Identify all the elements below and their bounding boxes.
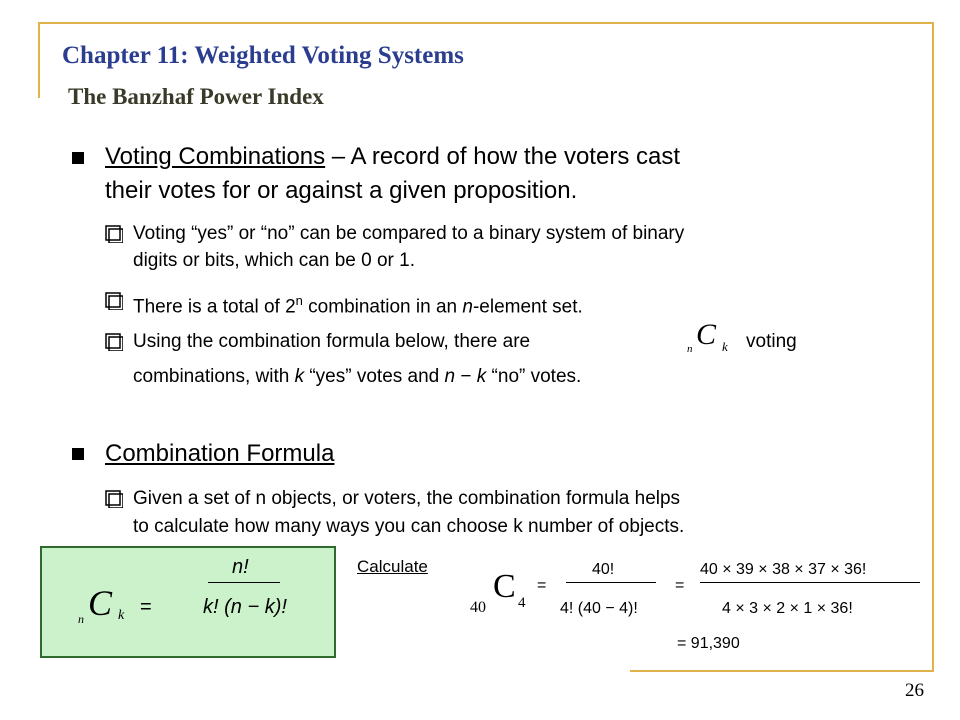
sub3-n: n bbox=[444, 366, 456, 387]
frame-top-line bbox=[38, 22, 934, 24]
bullet1-sub3-line2 bbox=[133, 363, 581, 390]
formula-sub-n: n bbox=[78, 612, 84, 626]
sub3-k: k bbox=[294, 366, 305, 387]
bullet2-sub1-line2: to calculate how many ways you can choose k number of objects. bbox=[133, 516, 685, 537]
bullet1-sub1-line1: Voting “yes” or “no” can be compared to a binary system of binary bbox=[133, 223, 685, 244]
calc-sub-40: 40 bbox=[470, 599, 486, 616]
calc-denominator-2: 4 × 3 × 2 × 1 × 36! bbox=[722, 600, 853, 617]
calc-result: = 91,390 bbox=[677, 635, 740, 652]
formula-numerator: n! bbox=[232, 556, 249, 578]
frame-right-line bbox=[932, 22, 934, 672]
formula-denominator: k! (n − k)! bbox=[203, 596, 287, 618]
checkbox-bullet-icon bbox=[105, 333, 123, 351]
sub3-b: “yes” votes and bbox=[304, 366, 445, 387]
bullet1-sub2 bbox=[133, 287, 583, 320]
bullet1-term: Voting Combinations bbox=[105, 143, 326, 170]
sub3-d: “no” votes. bbox=[486, 366, 582, 387]
sub2-exponent: n bbox=[295, 293, 303, 308]
bullet2-line1 bbox=[105, 437, 334, 471]
sub3-a: combinations, with bbox=[133, 366, 295, 387]
calc-fraction-bar-2 bbox=[700, 582, 920, 583]
checkbox-bullet-icon bbox=[105, 490, 123, 508]
bullet2-term: Combination Formula bbox=[105, 440, 335, 467]
sub3-c: − bbox=[455, 366, 477, 387]
bullet1-sub3-line1a: Using the combination formula below, there are bbox=[133, 331, 531, 352]
formula-fraction-bar bbox=[208, 582, 280, 583]
bullet1-sub1-line2: digits or bits, which can be 0 or 1. bbox=[133, 250, 415, 271]
bullet1-rest: – A record of how the voters cast bbox=[325, 143, 680, 170]
calculate-label: Calculate bbox=[357, 557, 428, 576]
inline-nck-sub-k: k bbox=[722, 339, 728, 354]
formula-sub-k: k bbox=[118, 608, 125, 623]
calc-numerator-1: 40! bbox=[592, 561, 615, 578]
sub2-text-c: -element set. bbox=[472, 296, 583, 318]
combination-formula-box bbox=[40, 546, 336, 658]
sub3-k2: k bbox=[476, 366, 487, 387]
inline-nck-sub-n: n bbox=[687, 343, 693, 355]
checkbox-bullet-icon bbox=[105, 225, 123, 243]
bullet1-line2: their votes for or against a given proposition. bbox=[105, 177, 578, 204]
checkbox-bullet-icon bbox=[105, 292, 123, 310]
sub2-n: n bbox=[462, 296, 473, 318]
formula-C: C bbox=[88, 583, 113, 623]
bullet1-sub3-line1b: voting bbox=[746, 331, 797, 352]
calc-denominator-1: 4! (40 − 4)! bbox=[560, 600, 638, 617]
inline-nck-C: C bbox=[696, 318, 717, 351]
bullet1-line1 bbox=[105, 140, 680, 174]
sub2-text-b: combination in an bbox=[302, 296, 463, 318]
calc-equals-1: = bbox=[537, 577, 547, 594]
bullet2-sub1-line1: Given a set of n objects, or voters, the combination formula helps bbox=[133, 488, 681, 509]
frame-bottom-line bbox=[630, 670, 934, 672]
calc-C: C bbox=[493, 568, 516, 605]
frame-left-line bbox=[38, 22, 40, 98]
bullet-square bbox=[72, 152, 84, 164]
calc-numerator-2: 40 × 39 × 38 × 37 × 36! bbox=[700, 561, 867, 578]
calc-equals-2: = bbox=[675, 577, 685, 594]
calc-fraction-bar-1 bbox=[566, 582, 656, 583]
slide-title: Chapter 11: Weighted Voting Systems bbox=[62, 42, 464, 69]
calc-sub-4: 4 bbox=[518, 595, 526, 611]
formula-equals: = bbox=[140, 596, 152, 618]
bullet-square bbox=[72, 448, 84, 460]
sub2-text-a: There is a total of 2 bbox=[133, 296, 296, 318]
page-number: 26 bbox=[905, 680, 924, 701]
slide-subtitle: The Banzhaf Power Index bbox=[68, 84, 324, 109]
